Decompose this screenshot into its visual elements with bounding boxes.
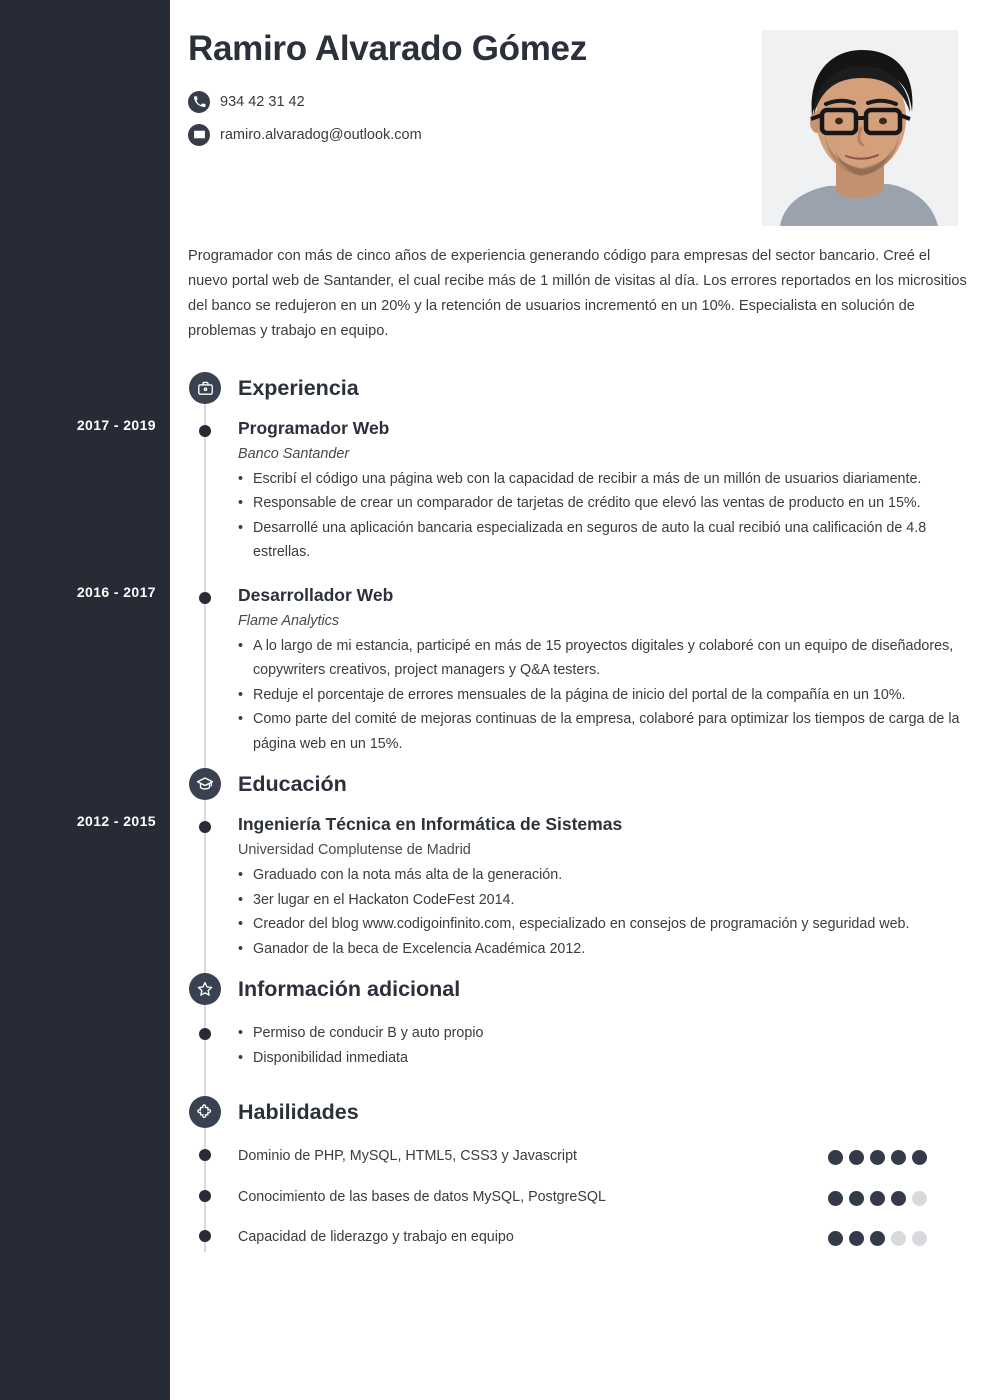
section-header-additional: [170, 961, 990, 1013]
timeline-dot: [199, 1028, 211, 1040]
section-header-education: [170, 756, 990, 808]
resume-main-column: [170, 0, 990, 1400]
entry-bullets: [238, 467, 968, 565]
list-item: • Permiso de conducir B y auto propio: [238, 1021, 968, 1046]
list-item: • Graduado con la nota más alta de la generación.: [238, 863, 968, 888]
professional-summary: Programador con más de cinco años de experiencia generando código para empresas del sector bancario. Creé el nuevo portal web de Santander, el cual recibe más de 1 millón de visitas al día. Los errores reportados en los micrositios del banco se redujeron en un 20% y la retención de usuarios incrementó en un 10%. Especialista en solución de problemas y trabajo en equipo.: [188, 248, 967, 339]
list-item: • Escribí el código una página web con la capacidad de recibir a más de un millón de usuarios diariamente.: [238, 467, 968, 492]
timeline-entry: [170, 585, 990, 756]
skill-rating: [828, 1185, 927, 1206]
rating-dot: [828, 1231, 843, 1246]
skill-name: Capacidad de liderazgo y trabajo en equipo: [238, 1229, 514, 1246]
rating-dot: [849, 1231, 864, 1246]
graduation-cap-icon: [189, 768, 221, 800]
skill-rating: [828, 1225, 927, 1246]
section-title-experience: Experiencia: [238, 375, 359, 400]
list-item: • 3er lugar en el Hackaton CodeFest 2014.: [238, 888, 968, 913]
list-item: • Creador del blog www.codigoinfinito.com, especializado en consejos de programación y seguridad web.: [238, 912, 968, 937]
rating-dot: [891, 1231, 906, 1246]
rating-dot: [870, 1150, 885, 1165]
section-title-education: Educación: [238, 771, 347, 796]
additional-info-block: [170, 1021, 990, 1070]
list-item: • Ganador de la beca de Excelencia Académica 2012.: [238, 937, 968, 962]
entry-title: Ingeniería Técnica en Informática de Sistemas: [238, 814, 623, 835]
skill-row: [170, 1144, 990, 1169]
left-sidebar-rail: [0, 0, 170, 1400]
rating-dot: [912, 1150, 927, 1165]
entry-bullets: [238, 863, 968, 961]
timeline-dot: [199, 1190, 211, 1202]
rating-dot: [912, 1191, 927, 1206]
entry-date-range: 2016 - 2017: [76, 583, 156, 600]
skill-name: Dominio de PHP, MySQL, HTML5, CSS3 y Javascript: [238, 1148, 578, 1165]
education-entries: [170, 814, 990, 961]
timeline-entry: [170, 814, 990, 961]
list-item: • Como parte del comité de mejoras continuas de la empresa, colaboré para optimizar los tiempos de carga de la página web en un 15%.: [238, 707, 968, 756]
timeline-dot: [199, 821, 211, 833]
rating-dot: [870, 1231, 885, 1246]
section-title-additional: Información adicional: [238, 976, 461, 1001]
additional-info-list: [238, 1021, 968, 1070]
rating-dot: [828, 1150, 843, 1165]
briefcase-icon: [189, 372, 221, 404]
list-item: • Reduje el porcentaje de errores mensuales de la página de inicio del portal de la compañía en un 10%.: [238, 683, 968, 708]
phone-icon: [188, 91, 210, 113]
skill-name: Conocimiento de las bases de datos MySQL, PostgreSQL: [238, 1188, 606, 1205]
experience-entries: [170, 418, 990, 756]
list-item: • Disponibilidad inmediata: [238, 1046, 968, 1071]
rating-dot: [891, 1150, 906, 1165]
star-icon: [189, 973, 221, 1005]
puzzle-piece-icon: [189, 1096, 221, 1128]
page-title: Ramiro Alvarado Gómez: [188, 29, 587, 68]
email-value: ramiro.alvaradog@outlook.com: [220, 126, 422, 143]
timeline-entry: [170, 418, 990, 565]
entry-institution: Universidad Complutense de Madrid: [238, 842, 471, 859]
entry-bullets: [238, 634, 968, 757]
skill-rating: [828, 1144, 927, 1165]
list-item: • A lo largo de mi estancia, participé en más de 15 proyectos digitales y colaboré con un equipo de diseñadores, copywriters creativos, project managers y Q&A testers.: [238, 634, 968, 683]
rating-dot: [912, 1231, 927, 1246]
rating-dot: [849, 1191, 864, 1206]
timeline-dot: [199, 425, 211, 437]
entry-company: Flame Analytics: [238, 612, 340, 629]
section-header-skills: [170, 1084, 990, 1136]
avatar: [762, 30, 958, 226]
entry-date-range: 2012 - 2015: [76, 813, 156, 830]
skill-row: [170, 1185, 990, 1210]
list-item: • Responsable de crear un comparador de tarjetas de crédito que elevó las ventas de producto en un 15%.: [238, 491, 968, 516]
rating-dot: [849, 1150, 864, 1165]
timeline-dot: [199, 1149, 211, 1161]
skills-list: [170, 1144, 990, 1250]
rating-dot: [828, 1191, 843, 1206]
entry-title: Desarrollador Web: [238, 584, 394, 605]
timeline-dot: [199, 1230, 211, 1242]
rating-dot: [870, 1191, 885, 1206]
resume-timeline: [170, 360, 990, 1250]
resume-header: [170, 0, 990, 230]
envelope-icon: [188, 124, 210, 146]
skill-row: [170, 1225, 990, 1250]
entry-date-range: 2017 - 2019: [76, 417, 156, 433]
entry-company: Banco Santander: [238, 445, 350, 462]
rating-dot: [891, 1191, 906, 1206]
list-item: • Desarrollé una aplicación bancaria especializada en seguros de auto la cual recibió una calificación de 4.8 estrellas.: [238, 516, 968, 565]
phone-value: 934 42 31 42: [220, 93, 305, 110]
section-header-experience: [170, 360, 990, 412]
section-title-skills: Habilidades: [238, 1099, 359, 1124]
timeline-dot: [199, 592, 211, 604]
entry-title: Programador Web: [238, 418, 390, 438]
